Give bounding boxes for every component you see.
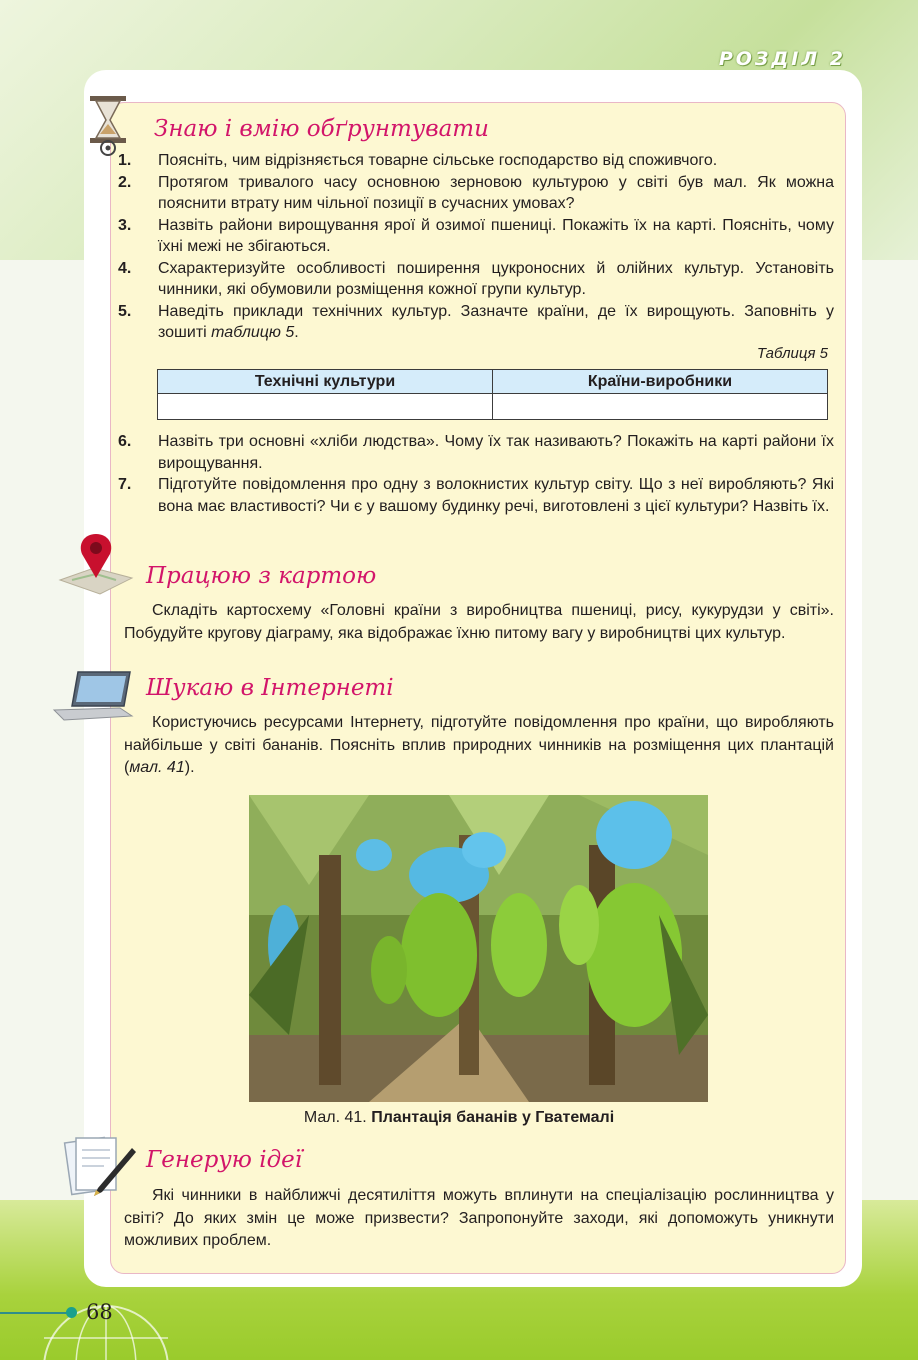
footer-line <box>0 1312 72 1314</box>
footer-dot <box>66 1307 77 1318</box>
table-cell <box>158 394 493 420</box>
section-tag: РОЗДІЛ 2 <box>718 48 846 70</box>
table-5 <box>157 369 828 420</box>
page-number: 68 <box>86 1300 113 1324</box>
figure-caption: Мал. 41. Плантація бананів у Гватемалі <box>303 1109 615 1126</box>
map-heading: Працюю з картою <box>146 563 377 589</box>
questions-list <box>118 150 834 344</box>
map-pin-icon <box>56 528 136 600</box>
questions-list-continued <box>118 431 834 517</box>
list-item: 5. Наведіть приклади технічних культур. Зазначте країни, де їх вирощують. Заповніть у зошиті таблицю 5. <box>118 302 834 341</box>
ideas-heading: Генерую ідеї <box>146 1147 303 1173</box>
table-cell <box>493 394 828 420</box>
table-header-crops: Технічні культури <box>158 370 493 394</box>
list-item: 1. Поясніть, чим відрізняється товарне сільське господарство від споживчого. <box>118 152 718 169</box>
list-item: 3. Назвіть райони вирощування ярої й озимої пшениці. Покажіть їх на карті. Поясніть, чому їхні межі не збігаються. <box>118 216 834 255</box>
know-heading: Знаю і вмію обґрунтувати <box>154 116 489 142</box>
list-item: 6. Назвіть три основні «хліби людства». Чому їх так називають? Покажіть на карті райони їх вирощування. <box>118 433 834 472</box>
table-header-countries: Країни-виробники <box>493 370 828 394</box>
hourglass-icon <box>86 94 130 156</box>
internet-heading: Шукаю в Інтернеті <box>146 675 394 701</box>
list-item: 7. Підготуйте повідомлення про одну з волокнистих культур світу. Що з неї виробляють? Які вона має властивості? Чи є у вашому будинку речі, виготовлені з цієї культури? Назвіть їх. <box>118 476 834 515</box>
list-item: 2. Протягом тривалого часу основною зерновою культурою у світі був мал. Як можна пояснити втрату ним чільної позиції в сучасних умовах? <box>118 173 834 212</box>
table-caption: Таблиця 5 <box>756 345 828 362</box>
list-item: 4. Схарактеризуйте особливості поширення цукроносних й олійних культур. Установіть чинники, які обумовили розміщення кожної групи культур. <box>118 259 834 298</box>
map-task-text: Складіть картосхему «Головні країни з виробництва пшениці, рису, кукурудзи у світі». Побудуйте кругову діаграму, яка відображає їхню питому вагу у виробництві цих культур. <box>124 602 834 642</box>
internet-task-text: Користуючись ресурсами Інтернету, підготуйте повідомлення про країни, що виробляють найбільше у світі бананів. Поясніть вплив природних чинників на розміщення цих плантацій (мал. 41). <box>124 714 834 776</box>
banana-plantation-photo <box>249 795 708 1102</box>
ideas-task-text: Які чинники в найближчі десятиліття можуть вплинути на спеціалізацію рослинництва у світі? До яких змін це може призвести? Запропонуйте заходи, які допоможуть уникнути можливих проблем. <box>124 1187 834 1249</box>
